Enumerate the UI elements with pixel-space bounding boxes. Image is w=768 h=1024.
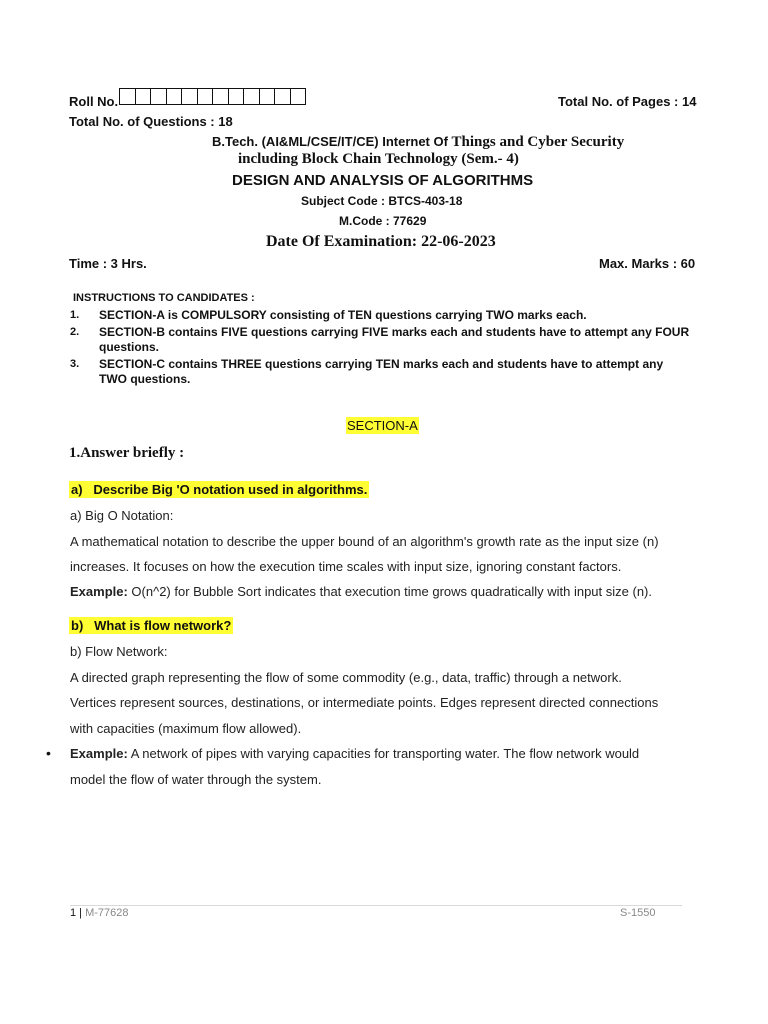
answer-a-line-1: A mathematical notation to describe the upper bound of an algorithm's growth rate as the input size (n) [70,534,659,549]
answer-a-line-2: increases. It focuses on how the execution time scales with input size, ignoring constant factors. [70,559,622,574]
course-program: Things and Cyber Security [451,134,625,150]
roll-number-digit-box[interactable] [119,88,136,105]
answer-b-line-1: A directed graph representing the flow of some commodity (e.g., data, traffic) through a network. [70,670,622,685]
instruction-2-text-cont: questions. [99,340,160,354]
instruction-3-number: 3. [70,358,80,370]
instruction-2-text: SECTION-B contains FIVE questions carrying FIVE marks each and students have to attempt any FOUR [99,325,690,339]
footer-left [70,907,129,919]
roll-number-digit-box[interactable] [274,88,291,105]
roll-number-digit-box[interactable] [243,88,260,105]
course-line-2: including Block Chain Technology (Sem.- 4) [238,151,519,167]
roll-number-digit-box[interactable] [197,88,214,105]
total-questions: Total No. of Questions : 18 [69,114,233,129]
roll-number-label: Roll No. [69,94,119,109]
total-pages: Total No. of Pages : 14 [558,94,697,109]
answer-a-example [70,584,652,599]
bullet: • [46,745,51,761]
footer-separator: | [76,907,86,919]
answer-b-line-2: Vertices represent sources, destinations, or intermediate points. Edges represent directed connections [70,695,659,710]
page-number: 1 [70,907,77,919]
instruction-1-text: SECTION-A is COMPULSORY consisting of TEN questions carrying TWO marks each. [99,308,587,322]
roll-number-digit-box[interactable] [259,88,276,105]
m-code: M.Code : 77629 [339,214,427,228]
roll-number-boxes[interactable] [119,88,306,105]
roll-number-digit-box[interactable] [181,88,198,105]
max-marks: Max. Marks : 60 [599,256,696,271]
exam-date: Date Of Examination: 22-06-2023 [266,233,496,250]
footer-divider [70,905,682,906]
footer-code: M-77628 [85,907,129,919]
question-1-label: 1.Answer briefly : [69,445,185,461]
instruction-3-text-cont: TWO questions. [99,372,191,386]
course-prefix: B.Tech. (AI&ML/CSE/IT/CE) Internet Of [212,134,452,149]
example-text: O(n^2) for Bubble Sort indicates that execution time grows quadratically with input size (n). [127,584,652,599]
roll-number-digit-box[interactable] [228,88,245,105]
section-a-title: SECTION-A [347,418,418,433]
answer-a-heading: a) Big O Notation: [70,508,174,523]
exam-time: Time : 3 Hrs. [69,256,147,271]
answer-b-line-3: with capacities (maximum flow allowed). [70,721,302,736]
instruction-2-number: 2. [70,326,80,338]
answer-b-heading: b) Flow Network: [70,644,168,659]
example-label: Example: [70,746,128,761]
instruction-3-text: SECTION-C contains THREE questions carrying TEN marks each and students have to attempt any [99,357,664,371]
answer-b-example [70,746,639,761]
roll-number-digit-box[interactable] [150,88,167,105]
roll-number-digit-box[interactable] [166,88,183,105]
answer-b-example-cont: model the flow of water through the system. [70,772,322,787]
roll-number-digit-box[interactable] [290,88,307,105]
instructions-title: INSTRUCTIONS TO CANDIDATES : [73,292,255,304]
question-b: b) What is flow network? [71,618,232,633]
example-label: Example: [70,584,128,599]
footer-right-code: S-1550 [620,907,656,919]
subject-title: DESIGN AND ANALYSIS OF ALGORITHMS [232,172,534,189]
question-a: a) Describe Big 'O notation used in algorithms. [71,482,368,497]
example-text: A network of pipes with varying capacities for transporting water. The flow network would [127,746,640,761]
roll-number-digit-box[interactable] [212,88,229,105]
course-line-1 [212,134,624,151]
subject-code: Subject Code : BTCS-403-18 [301,194,463,208]
roll-number-digit-box[interactable] [135,88,152,105]
instruction-1-number: 1. [70,309,80,321]
